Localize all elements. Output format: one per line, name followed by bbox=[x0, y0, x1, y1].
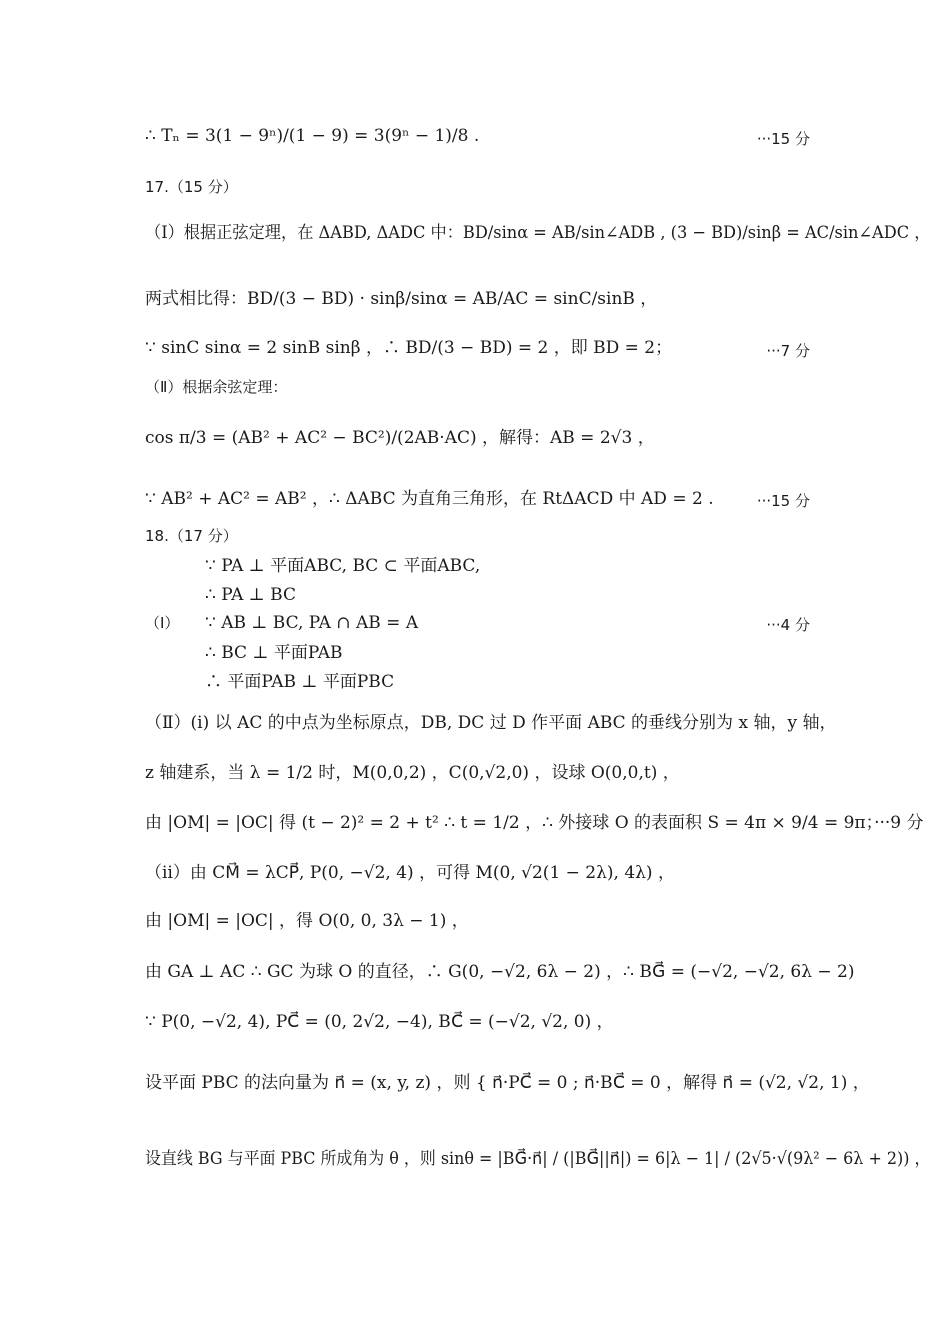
line-5: ∵ sinC sinα = 2 sinB sinβ ，∴ BD/(3 − BD) = 2 ，即 BD = 2； bbox=[145, 338, 673, 358]
line-18: （ⅱ）由 CM⃗ = λCP⃗, P(0, −√2, 4) ，可得 M(0, √2(1 − 2λ), 4λ) ， bbox=[145, 863, 675, 883]
line-20: 由 GA ⊥ AC ∴ GC 为球 O 的直径，∴ G(0, −√2, 6λ − 2) ，∴ BG⃗ = (−√2, −√2, 6λ − 2) bbox=[145, 962, 855, 982]
line-6: （Ⅱ）根据余弦定理： bbox=[145, 378, 288, 396]
score-12: ···4 分 bbox=[766, 616, 810, 634]
line-19: 由 |OM| = |OC| ，得 O(0, 0, 3λ − 1) ， bbox=[145, 911, 469, 931]
problem-18-heading: 18.（17 分） bbox=[145, 527, 238, 545]
line-21: ∵ P(0, −√2, 4), PC⃗ = (0, 2√2, −4), BC⃗ = (−√2, √2, 0) ， bbox=[145, 1012, 614, 1032]
line-13: ∴ BC ⊥ 平面PAB bbox=[205, 643, 343, 663]
line-7: cos π/3 = (AB² + AC² − BC²)/(2AB·AC) ，解得：AB = 2√3 ， bbox=[145, 428, 655, 448]
line-16: z 轴建系，当 λ = 1/2 时，M(0,0,2) ，C(0,√2,0) ，设球 O(0,0,t) ， bbox=[145, 763, 680, 783]
line-8: ∵ AB² + AC² = AB² ，∴ ΔABC 为直角三角形，在 RtΔACD 中 AD = 2 . bbox=[145, 489, 714, 509]
score-5: ···7 分 bbox=[766, 342, 810, 360]
line-23: 设直线 BG 与平面 PBC 所成角为 θ ，则 sinθ = |BG⃗·n⃗| / (|BG⃗||n⃗|) = 6|λ − 1| / (2√5·√(9λ² − 6λ + 2)) ， bbox=[145, 1149, 931, 1169]
line-17: 由 |OM| = |OC| 得 (t − 2)² = 2 + t² ∴ t = 1/2 ，∴ 外接球 O 的表面积 S = 4π × 9/4 = 9π；···9 分 bbox=[145, 813, 924, 833]
line-10: ∵ PA ⊥ 平面ABC, BC ⊂ 平面ABC, bbox=[205, 556, 481, 576]
line-22: 设平面 PBC 的法向量为 n⃗ = (x, y, z) ，则 { n⃗·PC⃗ = 0 ; n⃗·BC⃗ = 0 ，解得 n⃗ = (√2, √2, 1) ， bbox=[145, 1073, 870, 1093]
line-12: ∵ AB ⊥ BC, PA ∩ AB = A bbox=[205, 613, 419, 633]
line-14: ∴ 平面PAB ⊥ 平面PBC bbox=[205, 672, 395, 692]
line-4: 两式相比得：BD/(3 − BD) · sinβ/sinα = AB/AC = sinC/sinB ， bbox=[145, 289, 658, 309]
line-15: （Ⅱ）(ⅰ) 以 AC 的中点为坐标原点，DB, DC 过 D 作平面 ABC 的垂线分别为 x 轴，y 轴， bbox=[145, 713, 837, 733]
problem-17-heading: 17.（15 分） bbox=[145, 178, 238, 196]
part-1-label: （Ⅰ） bbox=[145, 614, 180, 632]
line-11: ∴ PA ⊥ BC bbox=[205, 585, 296, 605]
line-3: （Ⅰ）根据正弦定理，在 ΔABD, ΔADC 中：BD/sinα = AB/sin∠ADB , (3 − BD)/sinβ = AC/sin∠ADC ， bbox=[145, 223, 931, 243]
score-8: ···15 分 bbox=[756, 492, 810, 510]
line-1: ∴ Tₙ = 3(1 − 9ⁿ)/(1 − 9) = 3(9ⁿ − 1)/8 . bbox=[145, 126, 480, 146]
score-1: ···15 分 bbox=[756, 130, 810, 148]
